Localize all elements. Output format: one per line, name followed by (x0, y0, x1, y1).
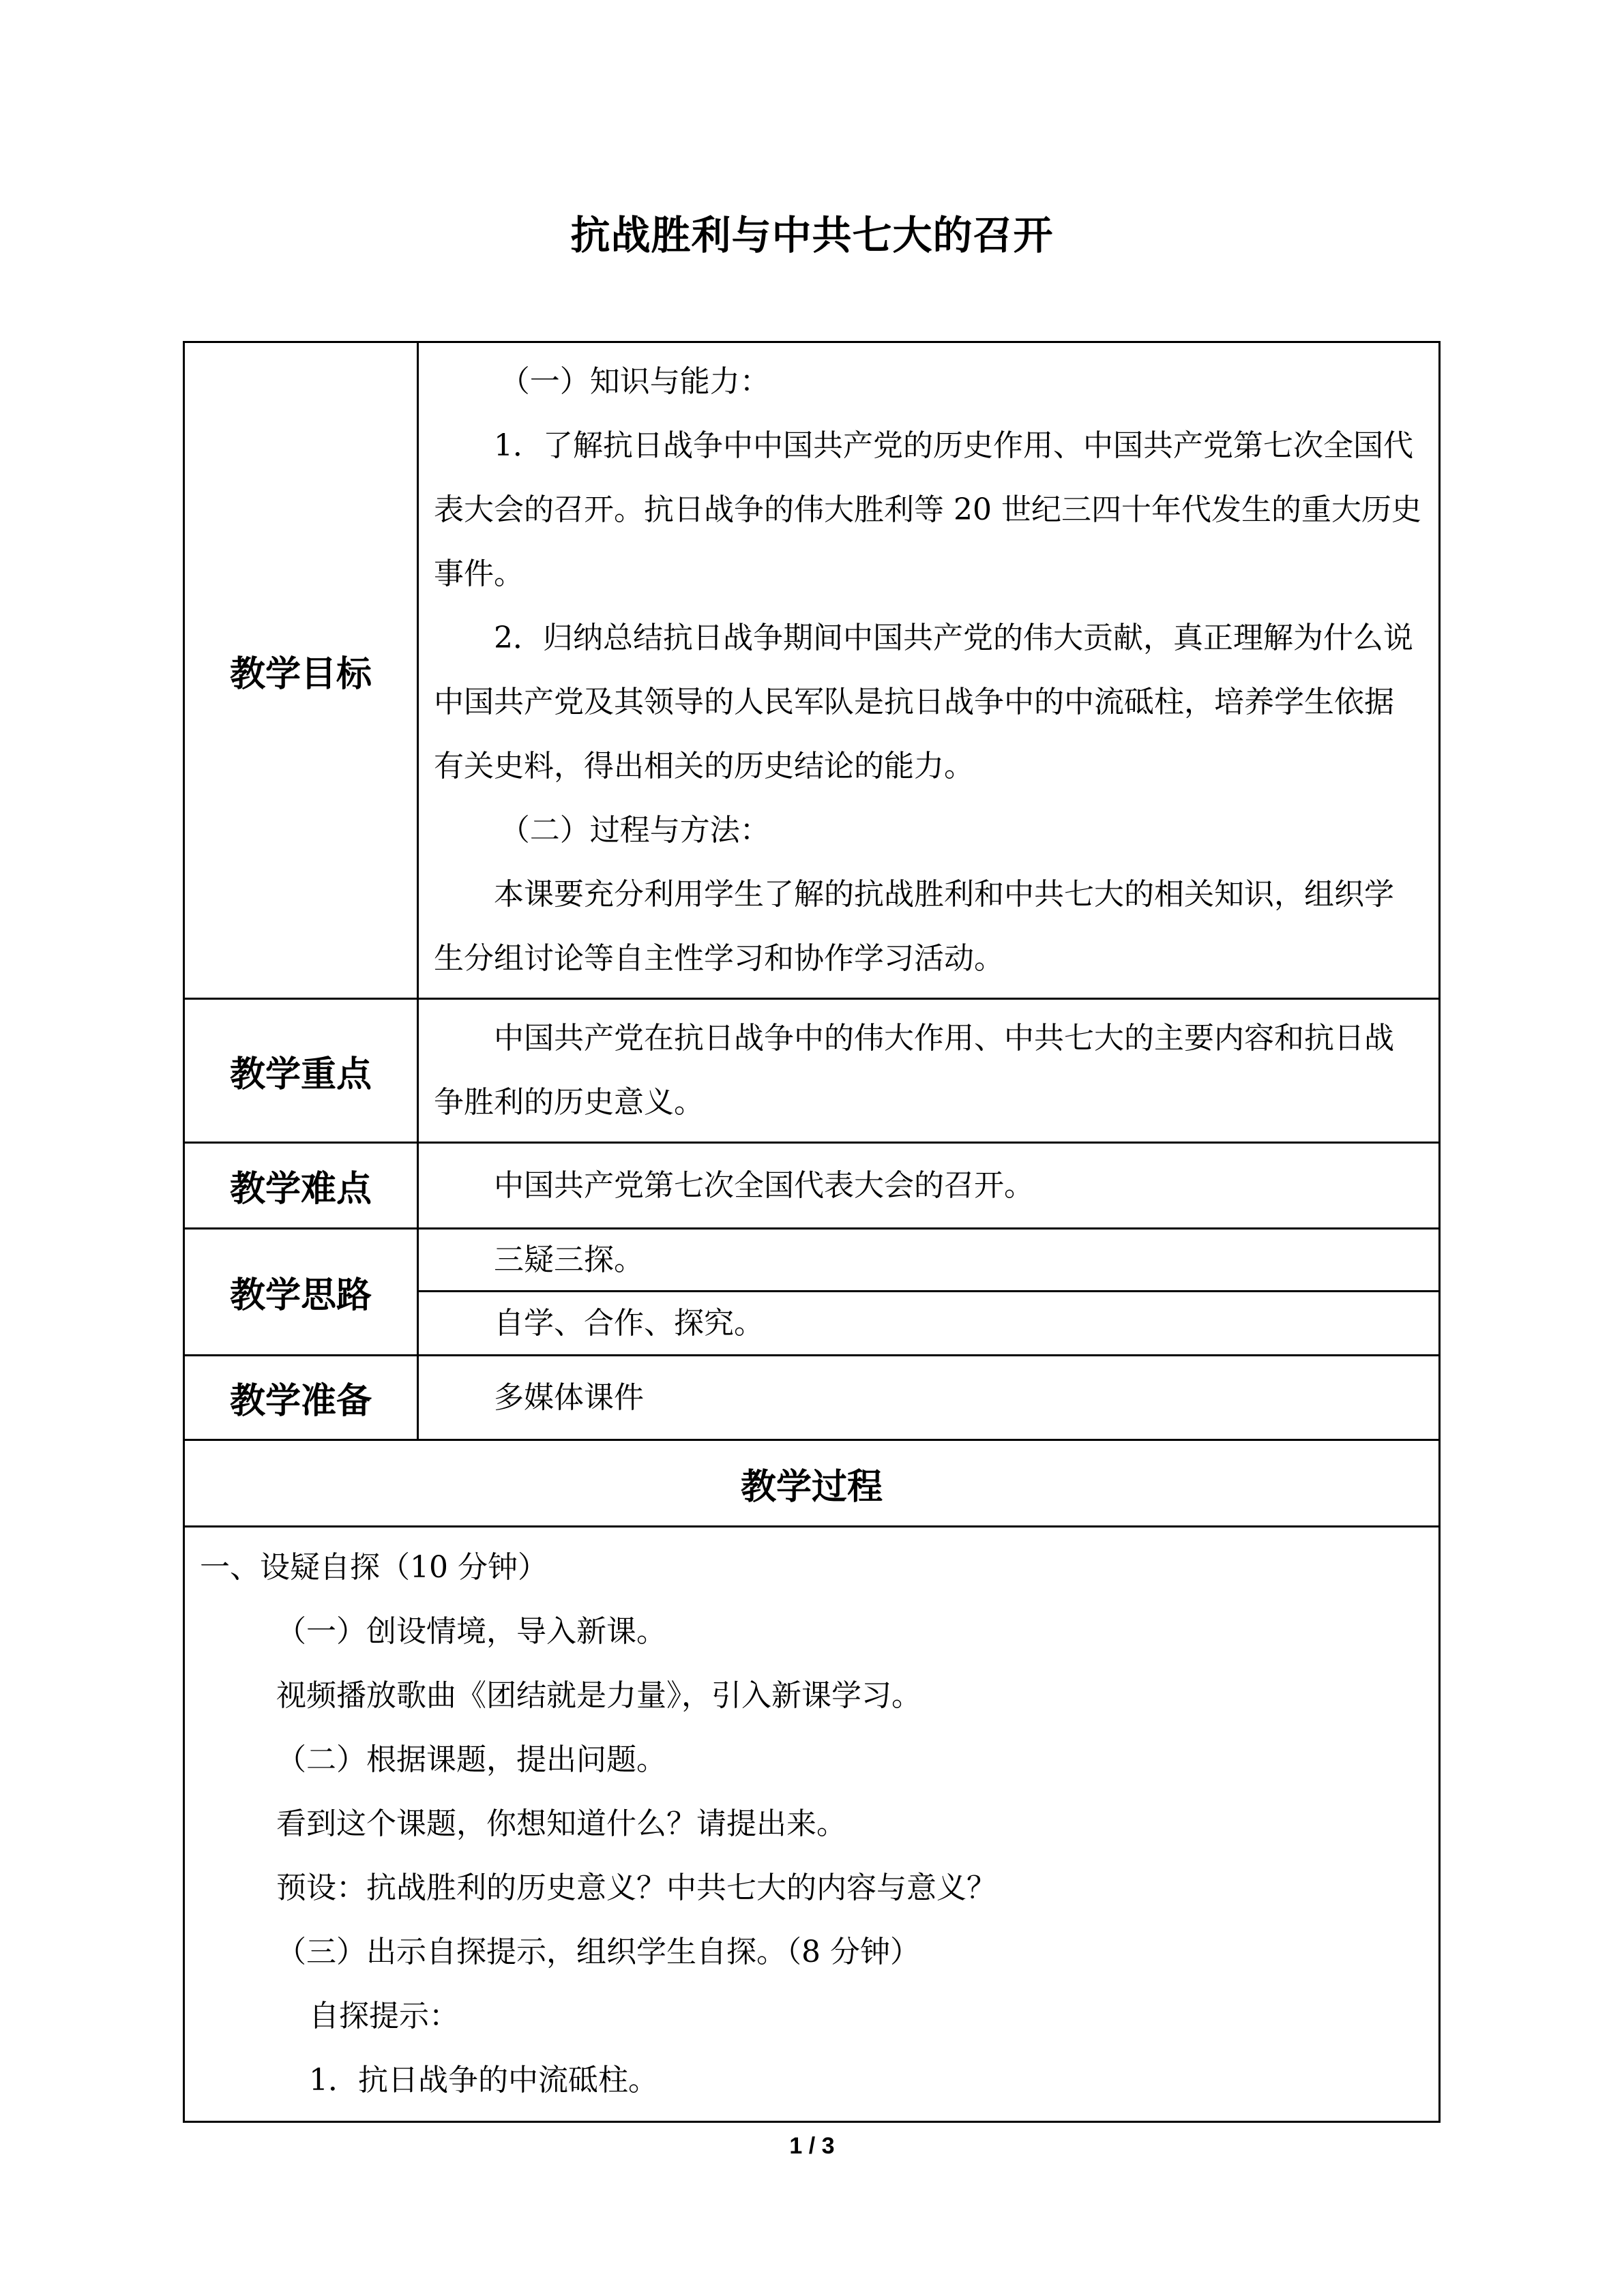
process-line: （二）根据课题，提出问题。 (276, 1742, 666, 1777)
lesson-plan-table (183, 341, 1441, 2123)
process-line: 看到这个课题，你想知道什么？请提出来。 (276, 1806, 846, 1841)
process-header: 教学过程 (184, 1440, 1440, 1527)
key-points-row (184, 999, 1440, 1143)
approach-label: 教学思路 (184, 1229, 418, 1356)
difficulties-label: 教学难点 (184, 1143, 418, 1229)
approach-line-1: 三疑三探。 (494, 1242, 644, 1277)
process-line: 自探提示： (309, 1999, 459, 2033)
process-content (184, 1527, 1440, 2122)
process-line: （三）出示自探提示，组织学生自探。（8 分钟） (276, 1935, 920, 1969)
page-number: 1 / 3 (789, 2133, 835, 2159)
approach-row-1 (184, 1229, 1440, 1292)
goals-content (418, 342, 1440, 999)
process-line: 1．抗日战争的中流砥柱。 (309, 2063, 658, 2098)
preparation-row (184, 1356, 1440, 1440)
preparation-content (418, 1356, 1440, 1440)
goals-row (184, 342, 1440, 999)
process-line: 预设：抗战胜利的历史意义？中共七大的内容与意义？ (276, 1870, 996, 1905)
goals-line: （一）知识与能力： (499, 364, 770, 399)
key-points-text: 中国共产党在抗日战争中的伟大作用、中共七大的主要内容和抗日战争胜利的历史意义。 (434, 1021, 1394, 1120)
process-line: 视频播放歌曲《团结就是力量》，引入新课学习。 (276, 1678, 921, 1713)
process-line: 一、设疑自探（10 分钟） (200, 1550, 548, 1585)
process-header-row (184, 1440, 1440, 1527)
difficulties-text: 中国共产党第七次全国代表大会的召开。 (494, 1167, 1034, 1203)
goals-line: （二）过程与方法： (499, 813, 770, 848)
approach-line-2: 自学、合作、探究。 (494, 1305, 764, 1341)
goals-label: 教学目标 (184, 342, 418, 999)
key-points-content (418, 999, 1440, 1143)
goals-line: 2．归纳总结抗日战争期间中国共产党的伟大贡献，真正理解为什么说中国共产党及其领导的人民军队是抗日战争中的中流砥柱，培养学生依据有关史料，得出相关的历史结论的能力。 (434, 621, 1413, 784)
document-title: 抗战胜利与中共七大的召开 (570, 212, 1054, 258)
difficulties-row (184, 1143, 1440, 1229)
difficulties-content (418, 1143, 1440, 1229)
key-points-label: 教学重点 (184, 999, 418, 1143)
goals-line: 1．了解抗日战争中中国共产党的历史作用、中国共产党第七次全国代表大会的召开。抗日战争的伟大胜利等 20 世纪三四十年代发生的重大历史事件。 (434, 428, 1421, 591)
process-row (184, 1527, 1440, 2122)
process-line: （一）创设情境，导入新课。 (276, 1614, 666, 1649)
goals-line: 本课要充分利用学生了解的抗战胜利和中共七大的相关知识，组织学生分组讨论等自主性学习和协作学习活动。 (434, 877, 1394, 976)
preparation-text: 多媒体课件 (494, 1380, 644, 1415)
approach-content-2 (418, 1292, 1440, 1356)
approach-content-1 (418, 1229, 1440, 1292)
preparation-label: 教学准备 (184, 1356, 418, 1440)
